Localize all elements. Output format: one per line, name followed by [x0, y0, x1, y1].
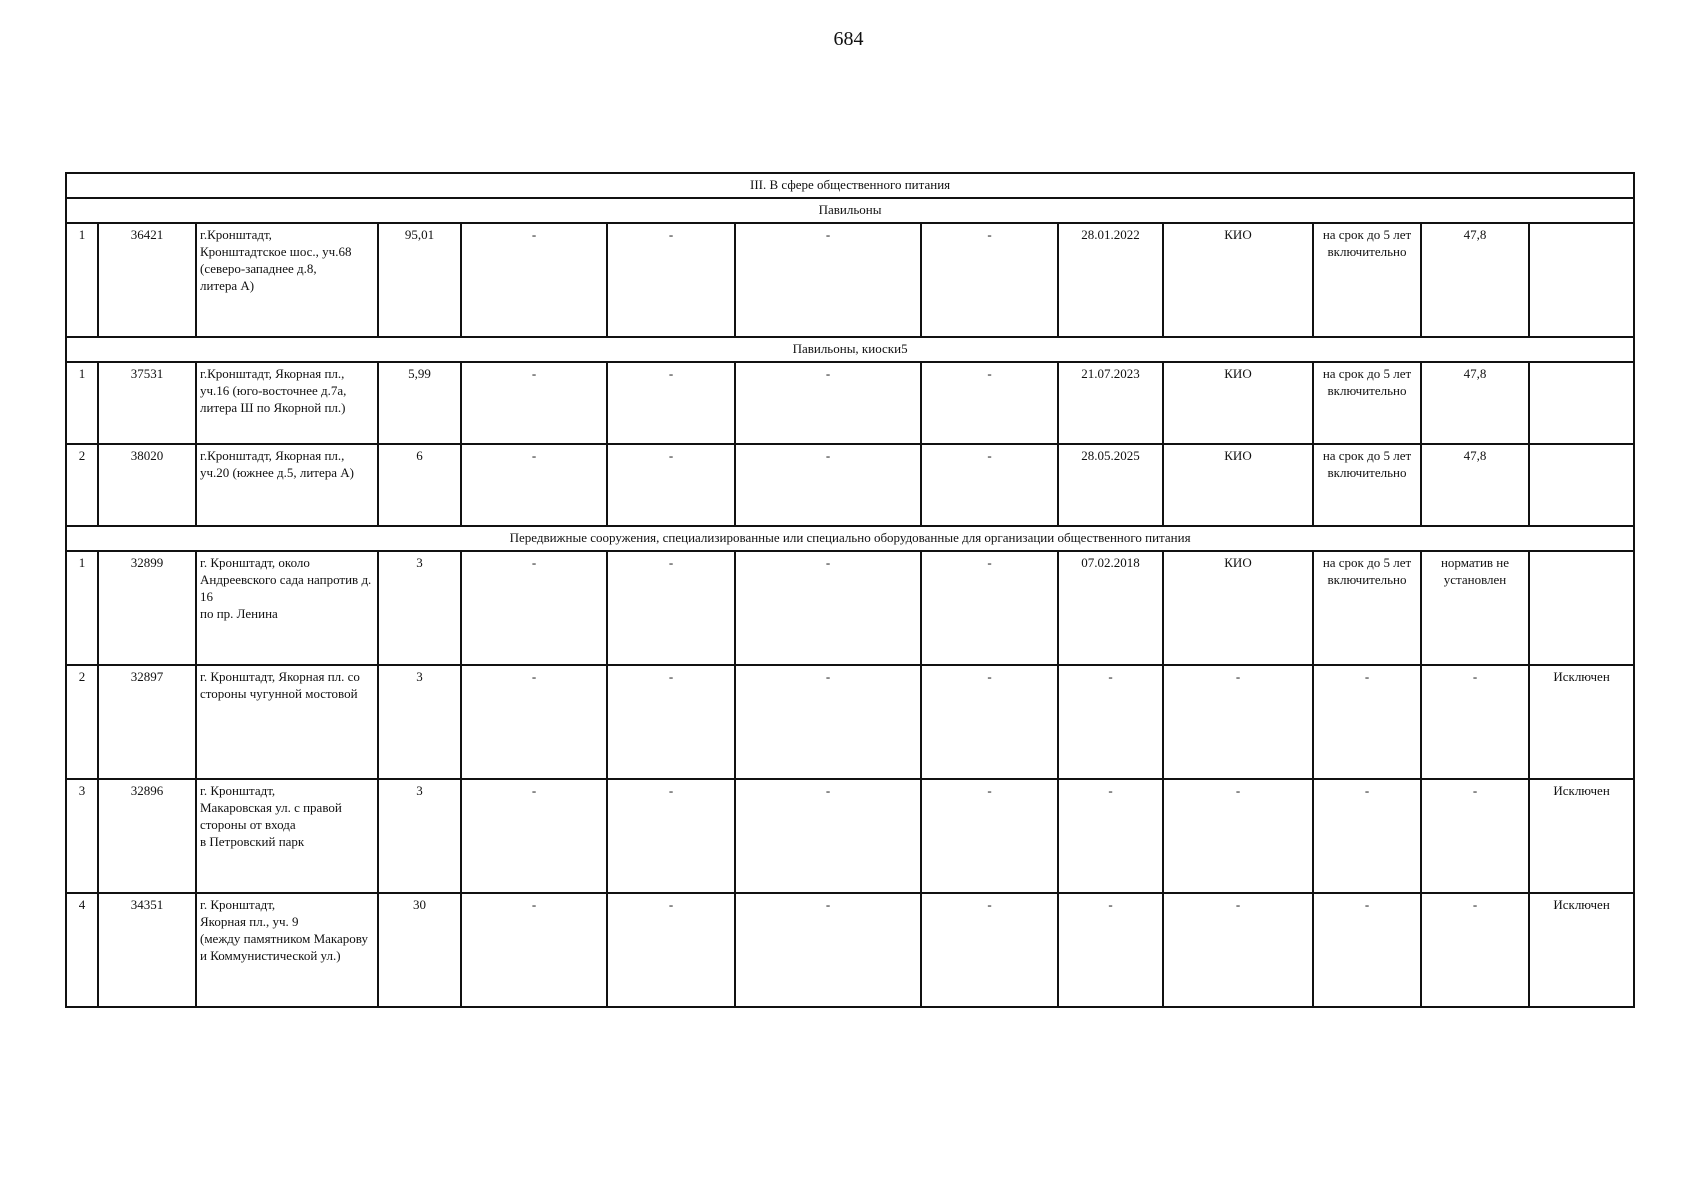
- table-row: [66, 893, 1634, 1007]
- cell-address: г. Кронштадт, Макаровская ул. с правой стороны от входа в Петровский парк: [196, 779, 378, 893]
- cell-address: г. Кронштадт, Якорная пл. со стороны чугунной мостовой: [196, 665, 378, 779]
- cell-col-5: -: [461, 665, 607, 779]
- cell-authority: -: [1163, 893, 1313, 1007]
- cell-date: 28.05.2025: [1058, 444, 1163, 526]
- cell-col-7: -: [735, 893, 921, 1007]
- cell-date: -: [1058, 779, 1163, 893]
- cell-registry-id: 38020: [98, 444, 196, 526]
- cell-authority: КИО: [1163, 362, 1313, 444]
- cell-col-8: -: [921, 893, 1058, 1007]
- cell-row-number: 4: [66, 893, 98, 1007]
- cell-registry-id: 37531: [98, 362, 196, 444]
- table-row: [66, 223, 1634, 337]
- cell-row-number: 2: [66, 444, 98, 526]
- cell-col-7: -: [735, 362, 921, 444]
- cell-norm: -: [1421, 893, 1529, 1007]
- cell-col-5: -: [461, 893, 607, 1007]
- cell-col-8: -: [921, 551, 1058, 665]
- cell-note: [1529, 551, 1634, 665]
- cell-col-8: -: [921, 362, 1058, 444]
- cell-col-6: -: [607, 444, 735, 526]
- cell-col-7: -: [735, 665, 921, 779]
- group-title-row: [66, 526, 1634, 551]
- page-number: 684: [833, 28, 864, 50]
- cell-area: 95,01: [378, 223, 461, 337]
- cell-term: на срок до 5 лет включительно: [1313, 362, 1421, 444]
- table-row: [66, 444, 1634, 526]
- cell-col-6: -: [607, 779, 735, 893]
- cell-note: [1529, 223, 1634, 337]
- cell-row-number: 1: [66, 362, 98, 444]
- cell-area: 3: [378, 779, 461, 893]
- cell-address: г. Кронштадт, Якорная пл., уч. 9 (между памятником Макарову и Коммунистической ул.): [196, 893, 378, 1007]
- cell-term: -: [1313, 893, 1421, 1007]
- cell-registry-id: 36421: [98, 223, 196, 337]
- cell-authority: -: [1163, 665, 1313, 779]
- cell-norm: 47,8: [1421, 362, 1529, 444]
- cell-norm: 47,8: [1421, 444, 1529, 526]
- cell-authority: КИО: [1163, 551, 1313, 665]
- cell-row-number: 1: [66, 223, 98, 337]
- cell-norm: норматив не установлен: [1421, 551, 1529, 665]
- cell-date: 28.01.2022: [1058, 223, 1163, 337]
- registry-table: [65, 172, 1635, 1008]
- cell-area: 3: [378, 551, 461, 665]
- cell-note: [1529, 444, 1634, 526]
- cell-authority: -: [1163, 779, 1313, 893]
- cell-col-5: -: [461, 779, 607, 893]
- cell-registry-id: 34351: [98, 893, 196, 1007]
- cell-date: 07.02.2018: [1058, 551, 1163, 665]
- cell-area: 30: [378, 893, 461, 1007]
- cell-row-number: 2: [66, 665, 98, 779]
- group-title: Павильоны, киоски5: [66, 337, 1634, 362]
- cell-col-6: -: [607, 551, 735, 665]
- cell-term: на срок до 5 лет включительно: [1313, 223, 1421, 337]
- table-row: [66, 362, 1634, 444]
- cell-note: [1529, 362, 1634, 444]
- cell-col-8: -: [921, 444, 1058, 526]
- section-title: III. В сфере общественного питания: [66, 173, 1634, 198]
- cell-registry-id: 32896: [98, 779, 196, 893]
- group-title-row: [66, 198, 1634, 223]
- cell-col-7: -: [735, 551, 921, 665]
- cell-col-8: -: [921, 223, 1058, 337]
- cell-col-6: -: [607, 362, 735, 444]
- cell-authority: КИО: [1163, 444, 1313, 526]
- cell-registry-id: 32897: [98, 665, 196, 779]
- cell-date: -: [1058, 893, 1163, 1007]
- cell-norm: 47,8: [1421, 223, 1529, 337]
- cell-note: Исключен: [1529, 893, 1634, 1007]
- group-title: Передвижные сооружения, специализированные или специально оборудованные для организации общественного питания: [66, 526, 1634, 551]
- cell-norm: -: [1421, 779, 1529, 893]
- cell-col-8: -: [921, 779, 1058, 893]
- cell-term: на срок до 5 лет включительно: [1313, 444, 1421, 526]
- table-row: [66, 551, 1634, 665]
- cell-authority: КИО: [1163, 223, 1313, 337]
- table-row: [66, 665, 1634, 779]
- cell-col-6: -: [607, 223, 735, 337]
- cell-col-7: -: [735, 779, 921, 893]
- cell-note: Исключен: [1529, 779, 1634, 893]
- cell-address: г. Кронштадт, около Андреевского сада напротив д. 16 по пр. Ленина: [196, 551, 378, 665]
- cell-note: Исключен: [1529, 665, 1634, 779]
- cell-area: 5,99: [378, 362, 461, 444]
- cell-term: на срок до 5 лет включительно: [1313, 551, 1421, 665]
- section-title-row: [66, 173, 1634, 198]
- cell-col-5: -: [461, 362, 607, 444]
- table-row: [66, 779, 1634, 893]
- cell-date: 21.07.2023: [1058, 362, 1163, 444]
- cell-row-number: 1: [66, 551, 98, 665]
- cell-term: -: [1313, 665, 1421, 779]
- cell-col-7: -: [735, 444, 921, 526]
- cell-term: -: [1313, 779, 1421, 893]
- cell-address: г.Кронштадт, Якорная пл., уч.20 (южнее д.5, литера А): [196, 444, 378, 526]
- cell-address: г.Кронштадт, Кронштадтское шос., уч.68 (северо-западнее д.8, литера А): [196, 223, 378, 337]
- group-title-row: [66, 337, 1634, 362]
- cell-col-6: -: [607, 665, 735, 779]
- cell-area: 3: [378, 665, 461, 779]
- cell-col-6: -: [607, 893, 735, 1007]
- cell-col-8: -: [921, 665, 1058, 779]
- group-title: Павильоны: [66, 198, 1634, 223]
- cell-address: г.Кронштадт, Якорная пл., уч.16 (юго-восточнее д.7а, литера Ш по Якорной пл.): [196, 362, 378, 444]
- cell-date: -: [1058, 665, 1163, 779]
- cell-col-5: -: [461, 223, 607, 337]
- cell-norm: -: [1421, 665, 1529, 779]
- cell-registry-id: 32899: [98, 551, 196, 665]
- cell-area: 6: [378, 444, 461, 526]
- cell-col-5: -: [461, 444, 607, 526]
- cell-col-5: -: [461, 551, 607, 665]
- cell-col-7: -: [735, 223, 921, 337]
- cell-row-number: 3: [66, 779, 98, 893]
